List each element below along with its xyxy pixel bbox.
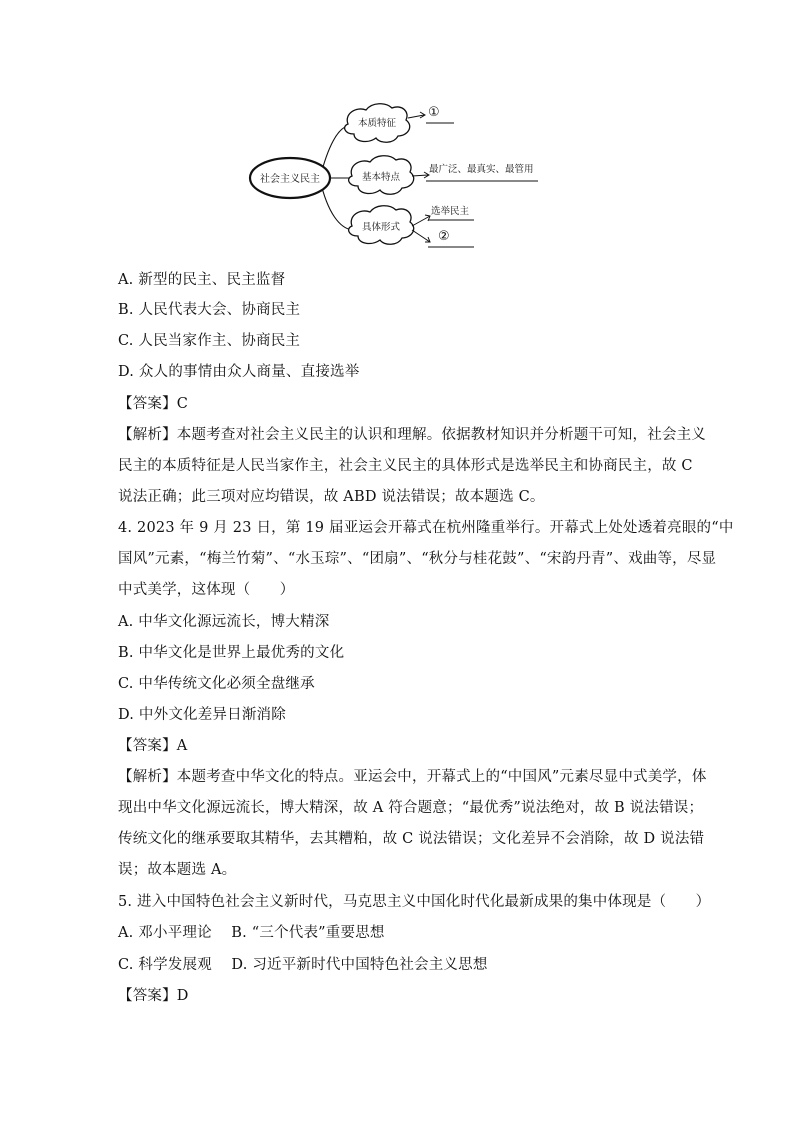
cloud-node-forms bbox=[349, 206, 414, 245]
q4-option-b: B. 中华文化是世界上最优秀的文化 bbox=[118, 645, 345, 661]
q3-answer: 【答案】C bbox=[118, 396, 189, 412]
q5-answer: 【答案】D bbox=[118, 988, 189, 1004]
q3-option-d: D. 众人的事情由众人商量、直接选举 bbox=[118, 364, 360, 380]
node2-label: 基本特点 bbox=[361, 172, 401, 183]
q4-stem-line-2: 国风”元素，“梅兰竹菊”、“水玉琮”、“团扇”、“秋分与桂花鼓”、“宋韵丹青”、戏曲等，尽显 bbox=[118, 551, 717, 567]
q4-stem-line-3: 中式美学，这体现（ ） bbox=[118, 582, 295, 598]
q3-option-b: B. 人民代表大会、协商民主 bbox=[118, 302, 301, 318]
q4-option-a: A. 中华文化源远流长，博大精深 bbox=[118, 614, 330, 630]
q4-stem-line-1: 4. 2023 年 9 月 23 日，第 19 届亚运会开幕式在杭州隆重举行。开幕式上处处透着亮眼的“中 bbox=[118, 520, 734, 536]
cloud-node-essence bbox=[345, 104, 410, 143]
q5-options-row-2: C. 科学发展观 D. 习近平新时代中国特色社会主义思想 bbox=[118, 957, 488, 973]
q5-options-row-1: A. 邓小平理论 B. “三个代表”重要思想 bbox=[118, 925, 385, 941]
center-node-label: 社会主义民主 bbox=[260, 174, 320, 185]
node1-blank-label: ① bbox=[428, 105, 440, 120]
node1-label: 本质特征 bbox=[357, 118, 397, 129]
q3-analysis-line-1: 【解析】本题考查对社会主义民主的认识和理解。依据教材知识并分析题干可知，社会主义 bbox=[118, 427, 706, 443]
q4-answer: 【答案】A bbox=[118, 738, 188, 754]
q3-analysis-line-3: 说法正确；此三项对应均错误，故 ABD 说法错误；故本题选 C。 bbox=[118, 489, 545, 505]
q4-option-d: D. 中外文化差异日渐消除 bbox=[118, 707, 286, 723]
q3-analysis-line-2: 民主的本质特征是人民当家作主，社会主义民主的具体形式是选举民主和协商民主，故 C bbox=[118, 458, 693, 474]
q4-option-c: C. 中华传统文化必须全盘继承 bbox=[118, 676, 315, 692]
q4-analysis-line-1: 【解析】本题考查中华文化的特点。亚运会中，开幕式上的“中国风”元素尽显中式美学，体 bbox=[118, 769, 707, 785]
node3-blank-label: ② bbox=[438, 229, 450, 244]
socialist-democracy-diagram bbox=[248, 96, 548, 256]
node2-text: 最广泛、最真实、最管用 bbox=[429, 164, 534, 175]
q3-option-a: A. 新型的民主、民主监督 bbox=[118, 272, 286, 288]
q4-analysis-line-2: 现出中华文化源远流长，博大精深，故 A 符合题意；“最优秀”说法绝对，故 B 说法错误； bbox=[118, 800, 704, 816]
q4-analysis-line-3: 传统文化的继承要取其精华，去其糟粕，故 C 说法错误；文化差异不会消除，故 D 说法错 bbox=[118, 831, 705, 847]
node3-label: 具体形式 bbox=[361, 222, 401, 233]
node3-text: 选举民主 bbox=[431, 206, 470, 217]
cloud-node-basic bbox=[349, 156, 414, 195]
q5-stem: 5. 进入中国特色社会主义新时代，马克思主义中国化时代化最新成果的集中体现是（ ） bbox=[118, 894, 711, 910]
q4-analysis-line-4: 误；故本题选 A。 bbox=[118, 862, 237, 878]
q3-option-c: C. 人民当家作主、协商民主 bbox=[118, 333, 301, 349]
